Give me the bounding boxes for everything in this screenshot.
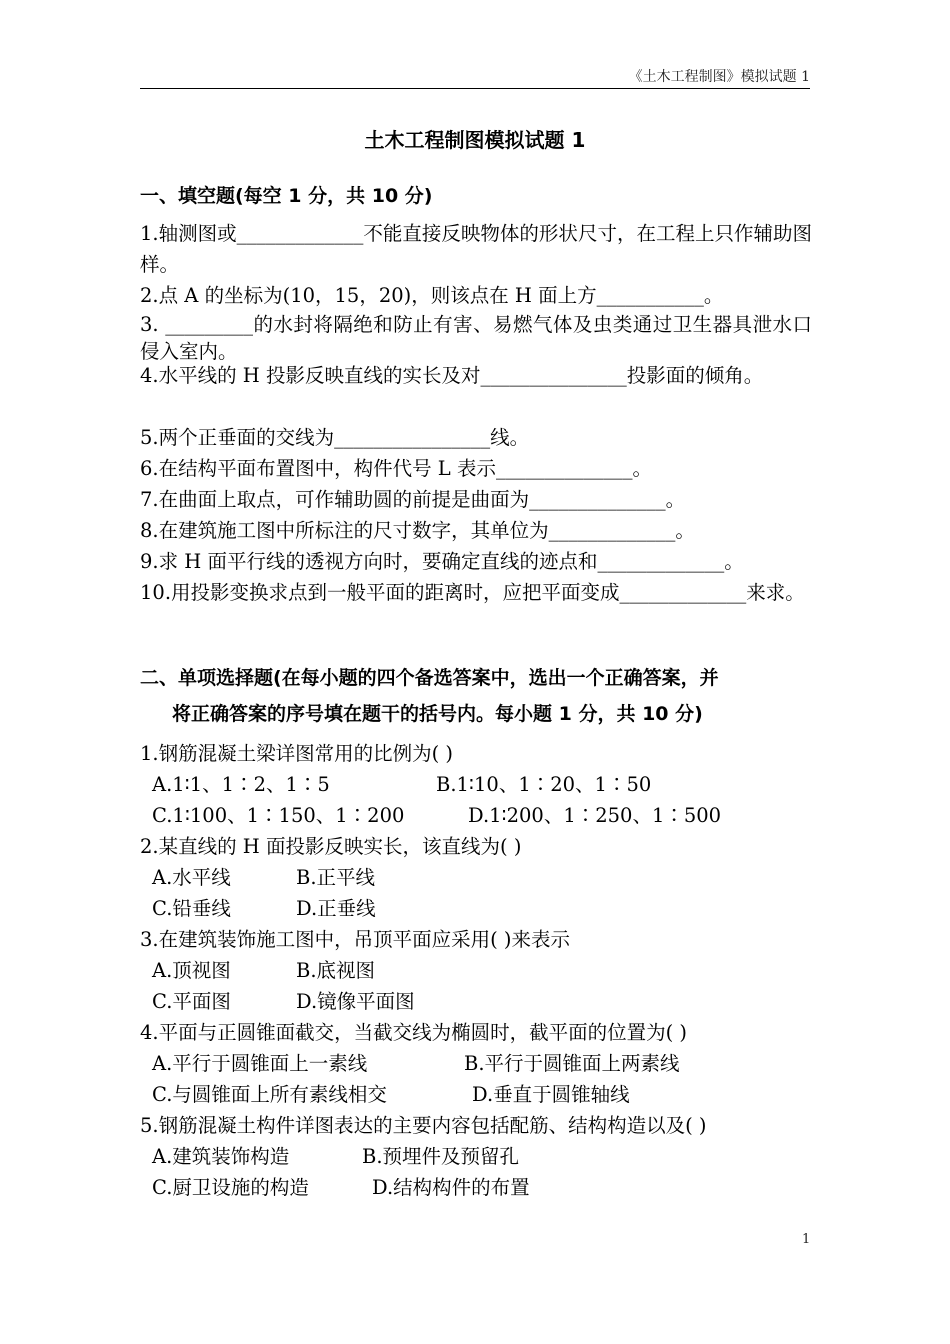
choice-question-4-option-c: C.与圆锥面上所有素线相交 xyxy=(152,1083,387,1106)
page-number: 1 xyxy=(802,1232,811,1247)
fill-question-6: 6.在结构平面布置图中，构件代号 L 表示______________。 xyxy=(140,457,652,480)
choice-question-3-option-b: B.底视图 xyxy=(296,959,376,982)
page-title: 土木工程制图模拟试题 1 xyxy=(364,128,586,152)
section-2-heading-line-2: 将正确答案的序号填在题干的括号内。每小题 1 分，共 10 分) xyxy=(172,703,703,725)
choice-question-4-option-a: A.平行于圆锥面上一素线 xyxy=(152,1052,368,1075)
choice-question-1-option-a: A.1∶1、1∶2、1∶5 xyxy=(152,773,330,796)
choice-question-2-option-c: C.铅垂线 xyxy=(152,897,231,920)
running-header: 《土木工程制图》模拟试题 1 xyxy=(628,69,810,85)
fill-question-8: 8.在建筑施工图中所标注的尺寸数字，其单位为_____________。 xyxy=(140,519,695,542)
choice-question-3-option-c: C.平面图 xyxy=(152,990,231,1013)
choice-question-5-option-a: A.建筑装饰构造 xyxy=(152,1145,290,1168)
choice-question-5-stem: 5.钢筋混凝土构件详图表达的主要内容包括配筋、结构构造以及( ) xyxy=(140,1114,707,1137)
choice-question-1-stem: 1.钢筋混凝土梁详图常用的比例为( ) xyxy=(140,742,454,765)
choice-question-4-option-b: B.平行于圆锥面上两素线 xyxy=(464,1052,680,1075)
section-2-heading xyxy=(140,660,812,732)
choice-question-3-option-a: A.顶视图 xyxy=(152,959,231,982)
fill-question-3: 3. _________的水封将隔绝和防止有害、易燃气体及虫类通过卫生器具泄水口侵入室内。 xyxy=(140,313,812,363)
choice-question-2-stem: 2.某直线的 H 面投影反映实长，该直线为( ) xyxy=(140,835,522,858)
choice-question-2-option-a: A.水平线 xyxy=(152,866,231,889)
fill-question-10: 10.用投影变换求点到一般平面的距离时，应把平面变成_____________来求。 xyxy=(140,581,805,604)
choice-question-3-stem: 3.在建筑装饰施工图中，吊顶平面应采用( )来表示 xyxy=(140,928,571,951)
choice-question-2-option-b: B.正平线 xyxy=(296,866,376,889)
choice-question-5-option-c: C.厨卫设施的构造 xyxy=(152,1176,309,1199)
section-1-heading: 一、填空题(每空 1 分，共 10 分) xyxy=(140,185,433,207)
fill-question-4: 4.水平线的 H 投影反映直线的实长及对_______________投影面的倾角。 xyxy=(140,364,764,387)
choice-question-3-option-d: D.镜像平面图 xyxy=(296,990,415,1013)
choice-question-5-option-b: B.预埋件及预留孔 xyxy=(362,1145,520,1168)
fill-question-9: 9.求 H 面平行线的透视方向时，要确定直线的迹点和_____________。 xyxy=(140,550,744,573)
choice-question-4-option-d: D.垂直于圆锥轴线 xyxy=(472,1083,630,1106)
choice-question-1-option-b: B.1∶10、1∶20、1∶50 xyxy=(436,773,652,796)
fill-question-7: 7.在曲面上取点，可作辅助圆的前提是曲面为______________。 xyxy=(140,488,686,511)
fill-question-2: 2.点 A 的坐标为(10，15，20)，则该点在 H 面上方___________。 xyxy=(140,284,724,307)
fill-question-5: 5.两个正垂面的交线为________________线。 xyxy=(140,426,530,449)
fill-question-1: 1.轴测图或_____________不能直接反映物体的形状尺寸，在工程上只作辅助图样。 xyxy=(140,222,812,276)
section-2-heading-line-1: 二、单项选择题(在每小题的四个备选答案中，选出一个正确答案，并 xyxy=(140,667,719,689)
choice-question-1-option-c: C.1∶100、1∶150、1∶200 xyxy=(152,804,405,827)
choice-question-1-option-d: D.1∶200、1∶250、1∶500 xyxy=(468,804,722,827)
header-rule xyxy=(140,88,810,89)
choice-question-5-option-d: D.结构构件的布置 xyxy=(372,1176,530,1199)
choice-question-2-option-d: D.正垂线 xyxy=(296,897,376,920)
choice-question-4-stem: 4.平面与正圆锥面截交，当截交线为椭圆时，截平面的位置为( ) xyxy=(140,1021,688,1044)
